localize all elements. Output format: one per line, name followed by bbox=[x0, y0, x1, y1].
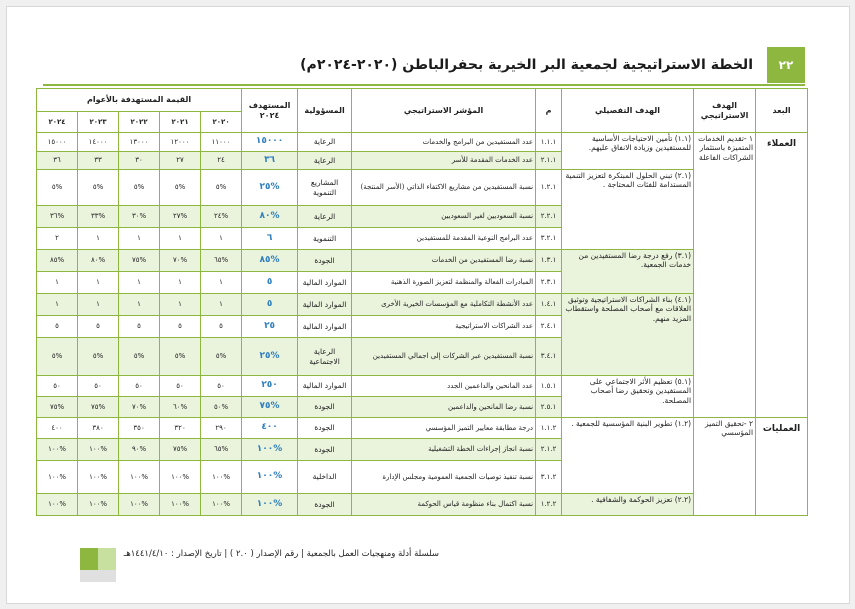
year-value: %٦٥ bbox=[201, 439, 242, 461]
m-cell: ٢.٣.١ bbox=[536, 272, 562, 294]
header-dimension: البعد bbox=[756, 89, 808, 133]
header-responsibility: المسؤولية bbox=[298, 89, 352, 133]
table-row bbox=[37, 376, 808, 397]
year-value: ١٣٠٠٠ bbox=[119, 133, 160, 152]
year-value: %٣٣ bbox=[78, 206, 119, 228]
header-divider bbox=[43, 84, 805, 86]
year-value: ١ bbox=[78, 272, 119, 294]
year-value: %٨٥ bbox=[37, 250, 78, 272]
indicator-cell: نسبة تنفيذ توصيات الجمعية العمومية ومجلس الإدارة bbox=[352, 461, 536, 494]
detailed-goal-cell: (١.١) تأمين الاحتياجات الأساسية للمستفيدين وزيادة الانفاق عليهم. bbox=[562, 133, 694, 170]
year-value: ١ bbox=[37, 294, 78, 316]
year-value: ٢ bbox=[37, 228, 78, 250]
m-cell: ٢.٢.١ bbox=[536, 206, 562, 228]
year-value: ٥٠ bbox=[201, 376, 242, 397]
responsibility-cell: الداخلية bbox=[298, 461, 352, 494]
responsibility-cell: الموارد المالية bbox=[298, 294, 352, 316]
year-value: ٣٠ bbox=[119, 152, 160, 170]
target-cell: %٧٥ bbox=[242, 397, 298, 418]
indicator-cell: نسبة المستفيدين من مشاريع الاكتفاء الذاتي (الأسر المنتجة) bbox=[352, 170, 536, 206]
responsibility-cell: الجودة bbox=[298, 250, 352, 272]
m-cell: ١.٤.١ bbox=[536, 294, 562, 316]
year-value: %١٠٠ bbox=[160, 494, 201, 516]
year-value: ١١٠٠٠ bbox=[201, 133, 242, 152]
header-target: المستهدف ٢٠٢٤ bbox=[242, 89, 298, 133]
year-value: %١٠٠ bbox=[119, 494, 160, 516]
year-value: ٥٠ bbox=[37, 376, 78, 397]
m-cell: ١.١.١ bbox=[536, 133, 562, 152]
year-value: %١٠٠ bbox=[119, 461, 160, 494]
indicator-cell: نسبة السعوديين لغير السعوديين bbox=[352, 206, 536, 228]
m-cell: ٢.٥.١ bbox=[536, 397, 562, 418]
year-value: ١ bbox=[201, 228, 242, 250]
year-value: %١٠٠ bbox=[160, 461, 201, 494]
year-value: %٥ bbox=[119, 170, 160, 206]
target-cell: %٢٥ bbox=[242, 338, 298, 376]
indicator-cell: نسبة اكتمال بناء منظومة قياس الحوكمة bbox=[352, 494, 536, 516]
indicator-cell: المبادرات الفعالة والمنظمة لتعزيز الصورة الذهنية bbox=[352, 272, 536, 294]
responsibility-cell: الجودة bbox=[298, 397, 352, 418]
year-value: %١٠٠ bbox=[78, 439, 119, 461]
target-cell: %١٠٠ bbox=[242, 461, 298, 494]
year-value: %٦٠ bbox=[160, 397, 201, 418]
year-value: %١٠٠ bbox=[201, 461, 242, 494]
table-row bbox=[37, 133, 808, 152]
year-value: ٤٠٠ bbox=[37, 418, 78, 439]
m-cell: ١.١.٢ bbox=[536, 418, 562, 439]
table-row bbox=[37, 250, 808, 272]
year-value: ٥٠ bbox=[78, 376, 119, 397]
header-detailed-goal: الهدف التفصيلي bbox=[562, 89, 694, 133]
m-cell: ١.٣.١ bbox=[536, 250, 562, 272]
header-year: ٢٠٢٤ bbox=[37, 112, 78, 133]
footer-decoration bbox=[80, 548, 116, 570]
year-value: ٣٢٠ bbox=[160, 418, 201, 439]
indicator-cell: عدد الشراكات الاستراتيجية bbox=[352, 316, 536, 338]
year-value: ٥ bbox=[119, 316, 160, 338]
indicator-cell: نسبة رضا المانحين والداعمين bbox=[352, 397, 536, 418]
responsibility-cell: الجودة bbox=[298, 494, 352, 516]
year-value: %٢٤ bbox=[201, 206, 242, 228]
year-value: %١٠٠ bbox=[37, 439, 78, 461]
indicator-cell: عدد المستفيدين من البرامج والخدمات bbox=[352, 133, 536, 152]
year-value: ٣٣ bbox=[78, 152, 119, 170]
year-value: ١ bbox=[201, 272, 242, 294]
indicator-cell: درجة مطابقة معايير التميز المؤسسي bbox=[352, 418, 536, 439]
table-row bbox=[37, 494, 808, 516]
header-year: ٢٠٢٢ bbox=[119, 112, 160, 133]
header-row bbox=[37, 89, 808, 112]
year-value: ١ bbox=[119, 294, 160, 316]
m-cell: ١.٢.١ bbox=[536, 170, 562, 206]
year-value: ٥٠ bbox=[160, 376, 201, 397]
year-value: ١ bbox=[78, 228, 119, 250]
footer-box-grey bbox=[80, 570, 116, 582]
m-cell: ٢.٤.١ bbox=[536, 316, 562, 338]
header-strategic-goal: الهدف الاستراتيجي bbox=[694, 89, 756, 133]
year-value: %٥ bbox=[160, 338, 201, 376]
responsibility-cell: المشاريع التنموية bbox=[298, 170, 352, 206]
year-value: ٥ bbox=[37, 316, 78, 338]
year-value: %٥ bbox=[78, 170, 119, 206]
detailed-goal-cell: (٥.١) تعظيم الأثر الاجتماعي على المستفيدين وتحقيق رضا أصحاب المصلحة. bbox=[562, 376, 694, 418]
target-cell: ٢٥ bbox=[242, 316, 298, 338]
responsibility-cell: الموارد المالية bbox=[298, 272, 352, 294]
footer-box-light bbox=[98, 548, 116, 570]
year-value: %٧٠ bbox=[160, 250, 201, 272]
m-cell: ٣.٤.١ bbox=[536, 338, 562, 376]
strategic-goal-cell: ٢ -تحقيق التميز المؤسسي bbox=[694, 418, 756, 516]
target-cell: ٢٥٠ bbox=[242, 376, 298, 397]
year-value: %١٠٠ bbox=[78, 461, 119, 494]
target-cell: %١٠٠ bbox=[242, 494, 298, 516]
year-value: ٢٧ bbox=[160, 152, 201, 170]
year-value: %٥ bbox=[37, 338, 78, 376]
header-indicator: المؤشر الاستراتيجي bbox=[352, 89, 536, 133]
strategy-table bbox=[36, 88, 808, 516]
year-value: %٥ bbox=[37, 170, 78, 206]
m-cell: ١.٥.١ bbox=[536, 376, 562, 397]
indicator-cell: نسبة انجاز إجراءات الخطة التشغيلية bbox=[352, 439, 536, 461]
year-value: ١ bbox=[119, 272, 160, 294]
year-value: ١ bbox=[201, 294, 242, 316]
responsibility-cell: الرعاية bbox=[298, 206, 352, 228]
year-value: %٥ bbox=[78, 338, 119, 376]
detailed-goal-cell: (٢.١) تبني الحلول المبتكرة لتعزيز التنمية المستدامة للفئات المحتاجة . bbox=[562, 170, 694, 250]
m-cell: ٢.١.٢ bbox=[536, 439, 562, 461]
responsibility-cell: الموارد المالية bbox=[298, 376, 352, 397]
m-cell: ١.٢.٢ bbox=[536, 494, 562, 516]
year-value: %٧٥ bbox=[78, 397, 119, 418]
footer-box-dark bbox=[80, 548, 98, 570]
header-m: م bbox=[536, 89, 562, 133]
responsibility-cell: الرعاية bbox=[298, 152, 352, 170]
dimension-cell: العمليات bbox=[756, 418, 808, 516]
year-value: %٦٥ bbox=[201, 250, 242, 272]
year-value: %١٠٠ bbox=[37, 461, 78, 494]
page-number: ٢٢ bbox=[767, 47, 805, 83]
responsibility-cell: الجودة bbox=[298, 439, 352, 461]
year-value: ٥ bbox=[201, 316, 242, 338]
year-value: %١٠٠ bbox=[78, 494, 119, 516]
year-value: ٢٤ bbox=[201, 152, 242, 170]
indicator-cell: عدد الخدمات المقدمة للأسر bbox=[352, 152, 536, 170]
header-year: ٢٠٢١ bbox=[160, 112, 201, 133]
target-cell: ٤٠٠ bbox=[242, 418, 298, 439]
detailed-goal-cell: (١.٢) تطوير البنية المؤسسية للجمعية . bbox=[562, 418, 694, 494]
indicator-cell: عدد الأنشطة التكاملية مع المؤسسات الخيرية الأخرى bbox=[352, 294, 536, 316]
target-cell: ٣٦ bbox=[242, 152, 298, 170]
year-value: %٣٠ bbox=[119, 206, 160, 228]
dimension-cell: العملاء bbox=[756, 133, 808, 418]
year-value: ١ bbox=[78, 294, 119, 316]
year-value: %٨٠ bbox=[78, 250, 119, 272]
detailed-goal-cell: (٣.١) رفع درجة رضا المستفيدين من خدمات الجمعية. bbox=[562, 250, 694, 294]
m-cell: ٣.١.٢ bbox=[536, 461, 562, 494]
year-value: %٧٠ bbox=[119, 397, 160, 418]
strategy-table-wrapper bbox=[36, 88, 807, 516]
responsibility-cell: الرعاية الاجتماعية bbox=[298, 338, 352, 376]
table-row bbox=[37, 170, 808, 206]
year-value: %٥ bbox=[160, 170, 201, 206]
detailed-goal-cell: (٤.١) بناء الشراكات الاستراتيجية وتوثيق العلاقات مع أصحاب المصلحة واستقطاب المزيد منهم. bbox=[562, 294, 694, 376]
indicator-cell: عدد المانحين والداعمين الجدد bbox=[352, 376, 536, 397]
target-cell: ٥ bbox=[242, 272, 298, 294]
indicator-cell: نسبة رضا المستفيدين من الخدمات bbox=[352, 250, 536, 272]
target-cell: ٦ bbox=[242, 228, 298, 250]
year-value: %١٠٠ bbox=[37, 494, 78, 516]
year-value: ٥ bbox=[160, 316, 201, 338]
year-value: ٣٦ bbox=[37, 152, 78, 170]
responsibility-cell: التنموية bbox=[298, 228, 352, 250]
year-value: ١ bbox=[119, 228, 160, 250]
page-title: الخطة الاستراتيجية لجمعية البر الخيرية بحفرالباطن (٢٠٢٠-٢٠٢٤م) bbox=[300, 57, 753, 73]
strategic-goal-cell: ١ -تقديم الخدمات المتميزة باستثمار الشراكات الفاعلة bbox=[694, 133, 756, 418]
year-value: %٧٥ bbox=[119, 250, 160, 272]
year-value: ٣٥٠ bbox=[119, 418, 160, 439]
responsibility-cell: الجودة bbox=[298, 418, 352, 439]
year-value: ١٢٠٠٠ bbox=[160, 133, 201, 152]
year-value: %٧٥ bbox=[37, 397, 78, 418]
year-value: ٣٨٠ bbox=[78, 418, 119, 439]
year-value: ٥ bbox=[78, 316, 119, 338]
year-value: ٥٠ bbox=[119, 376, 160, 397]
year-value: %٩٠ bbox=[119, 439, 160, 461]
target-cell: %٨٥ bbox=[242, 250, 298, 272]
year-value: ١ bbox=[160, 294, 201, 316]
target-cell: %٨٠ bbox=[242, 206, 298, 228]
year-value: %٥ bbox=[119, 338, 160, 376]
detailed-goal-cell: (٢.٢) تعزيز الحوكمة والشفافية . bbox=[562, 494, 694, 516]
year-value: %٢٧ bbox=[160, 206, 201, 228]
m-cell: ٣.٢.١ bbox=[536, 228, 562, 250]
target-cell: ١٥٠٠٠ bbox=[242, 133, 298, 152]
year-value: %٥ bbox=[201, 170, 242, 206]
year-value: ١ bbox=[37, 272, 78, 294]
target-cell: %١٠٠ bbox=[242, 439, 298, 461]
year-value: ١ bbox=[160, 272, 201, 294]
footer-text: سلسلة أدلة ومنهجيات العمل بالجمعية | رقم الإصدار ( ٢.٠ ) | تاريخ الإصدار : ١٤٤١/٤/١٠هـ bbox=[123, 549, 439, 559]
year-value: %٧٥ bbox=[160, 439, 201, 461]
header-year: ٢٠٢٠ bbox=[201, 112, 242, 133]
year-value: ٢٩٠ bbox=[201, 418, 242, 439]
target-cell: %٢٥ bbox=[242, 170, 298, 206]
table-row bbox=[37, 294, 808, 316]
year-value: ١٥٠٠٠ bbox=[37, 133, 78, 152]
header-yearly: القيمة المستهدفة بالأعوام bbox=[37, 89, 242, 112]
table-row bbox=[37, 418, 808, 439]
target-cell: ٥ bbox=[242, 294, 298, 316]
year-value: %٥٠ bbox=[201, 397, 242, 418]
indicator-cell: عدد البرامج النوعية المقدمة للمستفيدين bbox=[352, 228, 536, 250]
year-value: ١٤٠٠٠ bbox=[78, 133, 119, 152]
responsibility-cell: الموارد المالية bbox=[298, 316, 352, 338]
year-value: %١٠٠ bbox=[201, 494, 242, 516]
header-year: ٢٠٢٣ bbox=[78, 112, 119, 133]
year-value: ١ bbox=[160, 228, 201, 250]
m-cell: ٢.١.١ bbox=[536, 152, 562, 170]
year-value: %٥ bbox=[201, 338, 242, 376]
year-value: %٣٦ bbox=[37, 206, 78, 228]
responsibility-cell: الرعاية bbox=[298, 133, 352, 152]
indicator-cell: نسبة المستفيدين عبر الشركات إلى اجمالي المستفيدين bbox=[352, 338, 536, 376]
